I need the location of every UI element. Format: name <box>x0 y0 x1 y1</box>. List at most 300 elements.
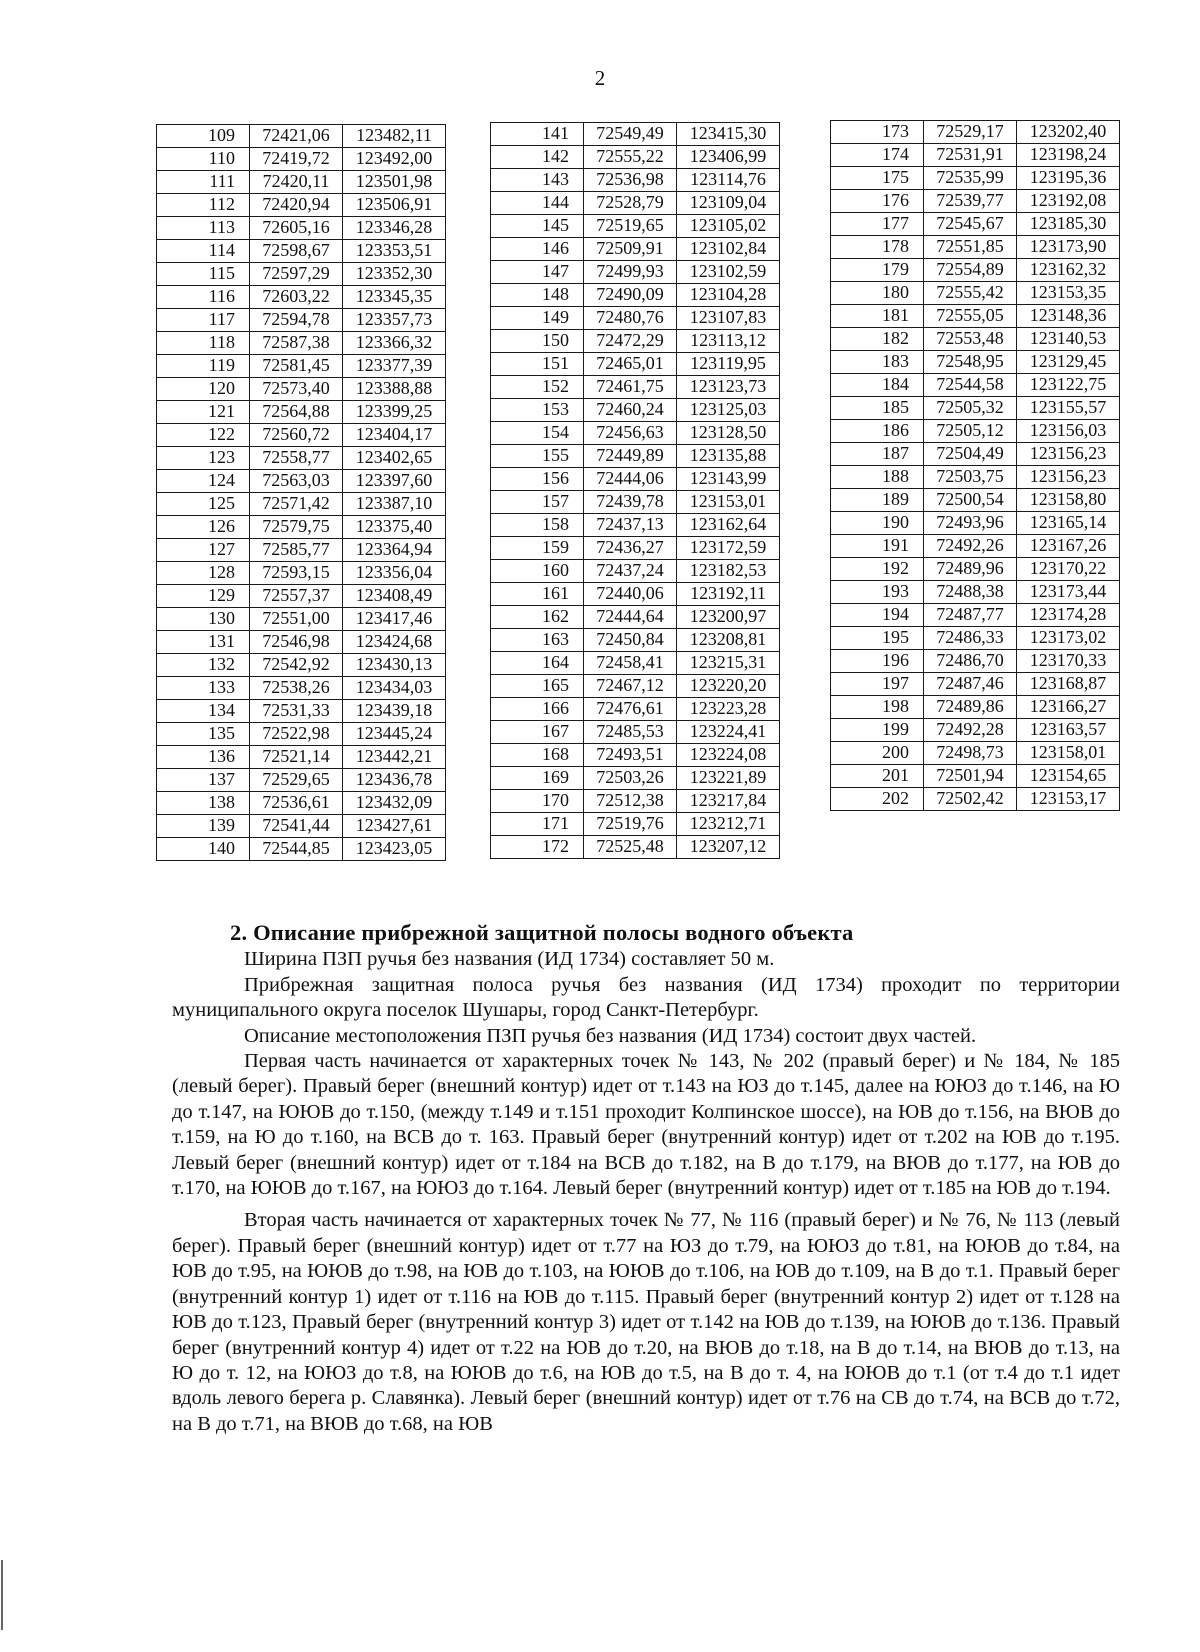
coordinate-x: 72436,27 <box>584 537 677 560</box>
table-row <box>157 332 446 355</box>
point-number: 189 <box>831 489 924 512</box>
coordinate-x: 72487,77 <box>924 604 1017 627</box>
coordinate-y: 123198,24 <box>1017 144 1120 167</box>
table-row <box>831 558 1120 581</box>
point-number: 175 <box>831 167 924 190</box>
point-number: 122 <box>157 424 250 447</box>
coordinate-y: 123129,45 <box>1017 351 1120 374</box>
coordinate-x: 72593,15 <box>250 562 343 585</box>
coordinate-x: 72529,17 <box>924 121 1017 144</box>
coordinate-x: 72456,63 <box>584 422 677 445</box>
coordinate-x: 72531,33 <box>250 700 343 723</box>
coordinate-y: 123170,33 <box>1017 650 1120 673</box>
coordinate-y: 123154,65 <box>1017 765 1120 788</box>
table-row <box>831 696 1120 719</box>
point-number: 166 <box>491 698 584 721</box>
coordinate-y: 123153,17 <box>1017 788 1120 811</box>
coordinate-y: 123492,00 <box>343 148 446 171</box>
table-row <box>831 236 1120 259</box>
table-row <box>157 677 446 700</box>
point-number: 161 <box>491 583 584 606</box>
point-number: 129 <box>157 585 250 608</box>
coordinate-x: 72539,77 <box>924 190 1017 213</box>
point-number: 193 <box>831 581 924 604</box>
point-number: 140 <box>157 838 250 861</box>
point-number: 171 <box>491 813 584 836</box>
table-row <box>157 654 446 677</box>
coordinate-x: 72564,88 <box>250 401 343 424</box>
coordinate-y: 123442,21 <box>343 746 446 769</box>
table-row <box>831 167 1120 190</box>
coordinate-x: 72480,76 <box>584 307 677 330</box>
point-number: 198 <box>831 696 924 719</box>
table-row <box>491 399 780 422</box>
coordinate-y: 123200,97 <box>677 606 780 629</box>
point-number: 109 <box>157 125 250 148</box>
table-row <box>491 629 780 652</box>
table-row <box>491 560 780 583</box>
coordinate-y: 123345,35 <box>343 286 446 309</box>
coordinate-x: 72581,45 <box>250 355 343 378</box>
point-number: 162 <box>491 606 584 629</box>
table-row <box>831 650 1120 673</box>
coordinate-x: 72486,70 <box>924 650 1017 673</box>
point-number: 113 <box>157 217 250 240</box>
coordinate-x: 72502,42 <box>924 788 1017 811</box>
point-number: 130 <box>157 608 250 631</box>
coordinate-x: 72437,24 <box>584 560 677 583</box>
coordinate-y: 123122,75 <box>1017 374 1120 397</box>
table-row <box>831 259 1120 282</box>
point-number: 185 <box>831 397 924 420</box>
table-row <box>157 355 446 378</box>
point-number: 115 <box>157 263 250 286</box>
coordinate-y: 123439,18 <box>343 700 446 723</box>
point-number: 123 <box>157 447 250 470</box>
coordinate-x: 72544,85 <box>250 838 343 861</box>
table-row <box>491 514 780 537</box>
table-row <box>831 213 1120 236</box>
coordinate-y: 123155,57 <box>1017 397 1120 420</box>
coordinate-y: 123107,83 <box>677 307 780 330</box>
coordinate-x: 72538,26 <box>250 677 343 700</box>
coordinates-table-3 <box>830 120 1120 811</box>
coordinate-y: 123182,53 <box>677 560 780 583</box>
coordinate-x: 72444,06 <box>584 468 677 491</box>
table-row <box>491 744 780 767</box>
point-number: 159 <box>491 537 584 560</box>
table-row <box>831 788 1120 811</box>
coordinate-y: 123212,71 <box>677 813 780 836</box>
point-number: 184 <box>831 374 924 397</box>
coordinate-x: 72501,94 <box>924 765 1017 788</box>
point-number: 141 <box>491 123 584 146</box>
table-row <box>157 539 446 562</box>
coordinate-x: 72492,26 <box>924 535 1017 558</box>
point-number: 116 <box>157 286 250 309</box>
point-number: 137 <box>157 769 250 792</box>
coordinate-y: 123388,88 <box>343 378 446 401</box>
point-number: 202 <box>831 788 924 811</box>
point-number: 132 <box>157 654 250 677</box>
point-number: 145 <box>491 215 584 238</box>
table-row <box>831 765 1120 788</box>
coordinate-y: 123156,23 <box>1017 466 1120 489</box>
coordinate-y: 123158,01 <box>1017 742 1120 765</box>
table-row <box>491 813 780 836</box>
coordinate-y: 123402,65 <box>343 447 446 470</box>
coordinate-y: 123148,36 <box>1017 305 1120 328</box>
table-row <box>157 562 446 585</box>
coordinate-y: 123377,39 <box>343 355 446 378</box>
paragraph-part-two: Вторая часть начинается от характерных точек № 77, № 116 (правый берег) и № 76, № 113 (левый берег). Правый берег (внешний контур) идет от т.77 на ЮЗ до т.79, на ЮЮЗ до т.81, на ЮЮВ до т.84, на ЮВ до т.95, на ЮЮВ до т.98, на ЮВ до т.103, на ЮЮВ до т.106, на ЮВ до т.109, на В до т.1. Правый берег (внутренний контур 1) идет от т.116 на ЮВ до т.115. Правый берег (внутренний контур 2) идет от т.128 на ЮВ до т.123, Правый берег (внутренний контур 3) идет от т.142 на ЮВ до т.139, на ЮЮВ до т.136. Правый берег (внутренний контур 4) идет от т.22 на ЮВ до т.20, на ВЮВ до т.18, на В до т.14, на ВЮВ до т.13, на Ю до т. 12, на ЮЮЗ до т.8, на ЮЮВ до т.6, на ЮВ до т.5, на В до т. 4, на ЮЮВ до т.1 (от т.4 до т.1 идет вдоль левого берега р. Славянка). Левый берег (внешний контур) идет от т.76 на СВ до т.74, на ВСВ до т.72, на В до т.71, на ВЮВ до т.68, на ЮВ <box>172 1209 1120 1435</box>
table-row <box>157 516 446 539</box>
coordinate-y: 123357,73 <box>343 309 446 332</box>
coordinate-y: 123202,40 <box>1017 121 1120 144</box>
point-number: 197 <box>831 673 924 696</box>
coordinate-x: 72594,78 <box>250 309 343 332</box>
coordinate-y: 123215,31 <box>677 652 780 675</box>
coordinate-x: 72597,29 <box>250 263 343 286</box>
coordinate-y: 123224,08 <box>677 744 780 767</box>
coordinate-y: 123163,57 <box>1017 719 1120 742</box>
coordinate-x: 72519,76 <box>584 813 677 836</box>
coordinates-table-1 <box>156 124 446 861</box>
table-row <box>491 675 780 698</box>
coordinate-y: 123172,59 <box>677 537 780 560</box>
coordinate-x: 72489,86 <box>924 696 1017 719</box>
point-number: 179 <box>831 259 924 282</box>
coordinate-x: 72536,61 <box>250 792 343 815</box>
point-number: 174 <box>831 144 924 167</box>
coordinate-x: 72528,79 <box>584 192 677 215</box>
coordinate-y: 123128,50 <box>677 422 780 445</box>
coordinate-x: 72553,48 <box>924 328 1017 351</box>
coordinate-x: 72492,28 <box>924 719 1017 742</box>
paragraph-parts: Описание местоположения ПЗП ручья без названия (ИД 1734) состоит двух частей. <box>244 1024 977 1047</box>
table-row <box>831 581 1120 604</box>
point-number: 157 <box>491 491 584 514</box>
point-number: 142 <box>491 146 584 169</box>
coordinate-x: 72605,16 <box>250 217 343 240</box>
coordinate-y: 123399,25 <box>343 401 446 424</box>
point-number: 164 <box>491 652 584 675</box>
coordinate-y: 123353,51 <box>343 240 446 263</box>
point-number: 127 <box>157 539 250 562</box>
coordinate-y: 123114,76 <box>677 169 780 192</box>
coordinate-y: 123158,80 <box>1017 489 1120 512</box>
point-number: 119 <box>157 355 250 378</box>
coordinate-x: 72573,40 <box>250 378 343 401</box>
coordinate-y: 123109,04 <box>677 192 780 215</box>
coordinate-x: 72546,98 <box>250 631 343 654</box>
point-number: 187 <box>831 443 924 466</box>
coordinate-y: 123135,88 <box>677 445 780 468</box>
point-number: 112 <box>157 194 250 217</box>
coordinate-x: 72444,64 <box>584 606 677 629</box>
coordinate-y: 123397,60 <box>343 470 446 493</box>
table-row <box>831 443 1120 466</box>
coordinate-x: 72465,01 <box>584 353 677 376</box>
table-row <box>157 309 446 332</box>
table-row <box>157 401 446 424</box>
table-row <box>491 192 780 215</box>
coordinate-y: 123406,99 <box>677 146 780 169</box>
coordinate-x: 72525,48 <box>584 836 677 859</box>
coordinate-x: 72557,37 <box>250 585 343 608</box>
table-row <box>157 769 446 792</box>
point-number: 194 <box>831 604 924 627</box>
coordinate-x: 72450,84 <box>584 629 677 652</box>
coordinate-y: 123173,90 <box>1017 236 1120 259</box>
point-number: 138 <box>157 792 250 815</box>
coordinate-x: 72467,12 <box>584 675 677 698</box>
point-number: 181 <box>831 305 924 328</box>
coordinate-y: 123423,05 <box>343 838 446 861</box>
point-number: 183 <box>831 351 924 374</box>
coordinate-y: 123162,64 <box>677 514 780 537</box>
table-row <box>831 466 1120 489</box>
coordinate-y: 123167,26 <box>1017 535 1120 558</box>
point-number: 143 <box>491 169 584 192</box>
table-row <box>831 351 1120 374</box>
coordinate-x: 72486,33 <box>924 627 1017 650</box>
point-number: 163 <box>491 629 584 652</box>
point-number: 158 <box>491 514 584 537</box>
table-row <box>491 146 780 169</box>
point-number: 147 <box>491 261 584 284</box>
table-row <box>491 468 780 491</box>
table-row <box>157 240 446 263</box>
table-row <box>157 424 446 447</box>
coordinate-y: 123192,08 <box>1017 190 1120 213</box>
point-number: 195 <box>831 627 924 650</box>
table-row <box>491 698 780 721</box>
point-number: 117 <box>157 309 250 332</box>
coordinate-x: 72487,46 <box>924 673 1017 696</box>
coordinate-x: 72519,65 <box>584 215 677 238</box>
coordinate-y: 123434,03 <box>343 677 446 700</box>
coordinate-x: 72505,12 <box>924 420 1017 443</box>
coordinate-y: 123432,09 <box>343 792 446 815</box>
coordinate-x: 72493,51 <box>584 744 677 767</box>
point-number: 133 <box>157 677 250 700</box>
coordinate-x: 72499,93 <box>584 261 677 284</box>
table-row <box>831 190 1120 213</box>
coordinate-x: 72503,26 <box>584 767 677 790</box>
point-number: 131 <box>157 631 250 654</box>
coordinate-x: 72560,72 <box>250 424 343 447</box>
point-number: 125 <box>157 493 250 516</box>
coordinate-y: 123352,30 <box>343 263 446 286</box>
table-row <box>157 125 446 148</box>
coordinate-y: 123417,46 <box>343 608 446 631</box>
coordinate-x: 72598,67 <box>250 240 343 263</box>
point-number: 160 <box>491 560 584 583</box>
coordinate-x: 72460,24 <box>584 399 677 422</box>
paragraph-width: Ширина ПЗП ручья без названия (ИД 1734) составляет 50 м. <box>244 948 775 971</box>
table-row <box>491 537 780 560</box>
coordinate-x: 72488,38 <box>924 581 1017 604</box>
table-row <box>831 535 1120 558</box>
table-row <box>491 307 780 330</box>
point-number: 186 <box>831 420 924 443</box>
point-number: 155 <box>491 445 584 468</box>
table-row <box>157 148 446 171</box>
table-row <box>831 397 1120 420</box>
coordinate-x: 72461,75 <box>584 376 677 399</box>
coordinate-y: 123102,84 <box>677 238 780 261</box>
coordinate-y: 123156,03 <box>1017 420 1120 443</box>
coordinate-x: 72449,89 <box>584 445 677 468</box>
coordinate-x: 72521,14 <box>250 746 343 769</box>
table-row <box>491 583 780 606</box>
coordinate-x: 72529,65 <box>250 769 343 792</box>
paragraph-territory: Прибрежная защитная полоса ручья без названия (ИД 1734) проходит по территории муниципального округа поселок Шушары, город Санкт-Петербург. <box>172 973 1120 1022</box>
coordinate-y: 123166,27 <box>1017 696 1120 719</box>
table-row <box>157 263 446 286</box>
coordinate-x: 72498,73 <box>924 742 1017 765</box>
point-number: 120 <box>157 378 250 401</box>
point-number: 118 <box>157 332 250 355</box>
point-number: 178 <box>831 236 924 259</box>
table-row <box>491 238 780 261</box>
table-row <box>831 121 1120 144</box>
page-number: 2 <box>594 66 606 90</box>
point-number: 200 <box>831 742 924 765</box>
coordinate-x: 72485,53 <box>584 721 677 744</box>
table-row <box>491 767 780 790</box>
point-number: 151 <box>491 353 584 376</box>
table-row <box>491 652 780 675</box>
table-row <box>831 305 1120 328</box>
coordinate-y: 123207,12 <box>677 836 780 859</box>
point-number: 180 <box>831 282 924 305</box>
coordinate-y: 123408,49 <box>343 585 446 608</box>
point-number: 192 <box>831 558 924 581</box>
table-row <box>491 721 780 744</box>
coordinate-y: 123140,53 <box>1017 328 1120 351</box>
coordinate-y: 123220,20 <box>677 675 780 698</box>
coordinate-y: 123105,02 <box>677 215 780 238</box>
coordinate-x: 72490,09 <box>584 284 677 307</box>
point-number: 134 <box>157 700 250 723</box>
coordinate-y: 123174,28 <box>1017 604 1120 627</box>
table-row <box>831 328 1120 351</box>
table-row <box>491 353 780 376</box>
coordinate-y: 123415,30 <box>677 123 780 146</box>
coordinate-y: 123375,40 <box>343 516 446 539</box>
coordinate-y: 123113,12 <box>677 330 780 353</box>
point-number: 153 <box>491 399 584 422</box>
point-number: 152 <box>491 376 584 399</box>
table-row <box>491 491 780 514</box>
coordinate-x: 72558,77 <box>250 447 343 470</box>
table-row <box>491 606 780 629</box>
coordinate-x: 72542,92 <box>250 654 343 677</box>
coordinate-y: 123125,03 <box>677 399 780 422</box>
coordinate-y: 123165,14 <box>1017 512 1120 535</box>
coordinates-table-2 <box>490 122 780 859</box>
table-row <box>491 422 780 445</box>
coordinate-x: 72500,54 <box>924 489 1017 512</box>
coordinate-x: 72603,22 <box>250 286 343 309</box>
coordinate-y: 123221,89 <box>677 767 780 790</box>
coordinate-y: 123173,02 <box>1017 627 1120 650</box>
coordinate-y: 123482,11 <box>343 125 446 148</box>
coordinate-y: 123102,59 <box>677 261 780 284</box>
table-row <box>491 330 780 353</box>
coordinate-y: 123424,68 <box>343 631 446 654</box>
coordinate-y: 123445,24 <box>343 723 446 746</box>
point-number: 136 <box>157 746 250 769</box>
table-row <box>157 815 446 838</box>
coordinate-y: 123217,84 <box>677 790 780 813</box>
table-row <box>831 282 1120 305</box>
section-heading: 2. Описание прибрежной защитной полосы водного объекта <box>230 920 854 945</box>
table-row <box>831 604 1120 627</box>
coordinate-x: 72548,95 <box>924 351 1017 374</box>
point-number: 169 <box>491 767 584 790</box>
table-row <box>157 723 446 746</box>
table-row <box>157 746 446 769</box>
table-row <box>491 261 780 284</box>
table-row <box>491 215 780 238</box>
coordinate-y: 123168,87 <box>1017 673 1120 696</box>
coordinate-x: 72505,32 <box>924 397 1017 420</box>
coordinate-x: 72555,42 <box>924 282 1017 305</box>
coordinate-y: 123119,95 <box>677 353 780 376</box>
coordinate-y: 123356,04 <box>343 562 446 585</box>
coordinate-y: 123208,81 <box>677 629 780 652</box>
point-number: 190 <box>831 512 924 535</box>
table-row <box>491 376 780 399</box>
table-row <box>157 792 446 815</box>
coordinate-y: 123436,78 <box>343 769 446 792</box>
coordinate-y: 123153,35 <box>1017 282 1120 305</box>
point-number: 110 <box>157 148 250 171</box>
table-row <box>491 284 780 307</box>
coordinate-x: 72437,13 <box>584 514 677 537</box>
table-row <box>831 489 1120 512</box>
coordinate-x: 72555,05 <box>924 305 1017 328</box>
table-row <box>157 217 446 240</box>
coordinate-x: 72419,72 <box>250 148 343 171</box>
table-row <box>491 445 780 468</box>
table-row <box>831 512 1120 535</box>
coordinate-x: 72440,06 <box>584 583 677 606</box>
table-row <box>157 286 446 309</box>
point-number: 173 <box>831 121 924 144</box>
table-row <box>157 700 446 723</box>
coordinate-x: 72439,78 <box>584 491 677 514</box>
coordinate-y: 123153,01 <box>677 491 780 514</box>
coordinate-y: 123123,73 <box>677 376 780 399</box>
coordinate-x: 72554,89 <box>924 259 1017 282</box>
coordinate-y: 123170,22 <box>1017 558 1120 581</box>
coordinate-x: 72509,91 <box>584 238 677 261</box>
point-number: 188 <box>831 466 924 489</box>
point-number: 165 <box>491 675 584 698</box>
coordinate-y: 123427,61 <box>343 815 446 838</box>
point-number: 156 <box>491 468 584 491</box>
coordinate-x: 72493,96 <box>924 512 1017 535</box>
coordinate-x: 72551,85 <box>924 236 1017 259</box>
table-row <box>491 169 780 192</box>
coordinate-y: 123364,94 <box>343 539 446 562</box>
coordinate-y: 123162,32 <box>1017 259 1120 282</box>
coordinate-x: 72420,11 <box>250 171 343 194</box>
